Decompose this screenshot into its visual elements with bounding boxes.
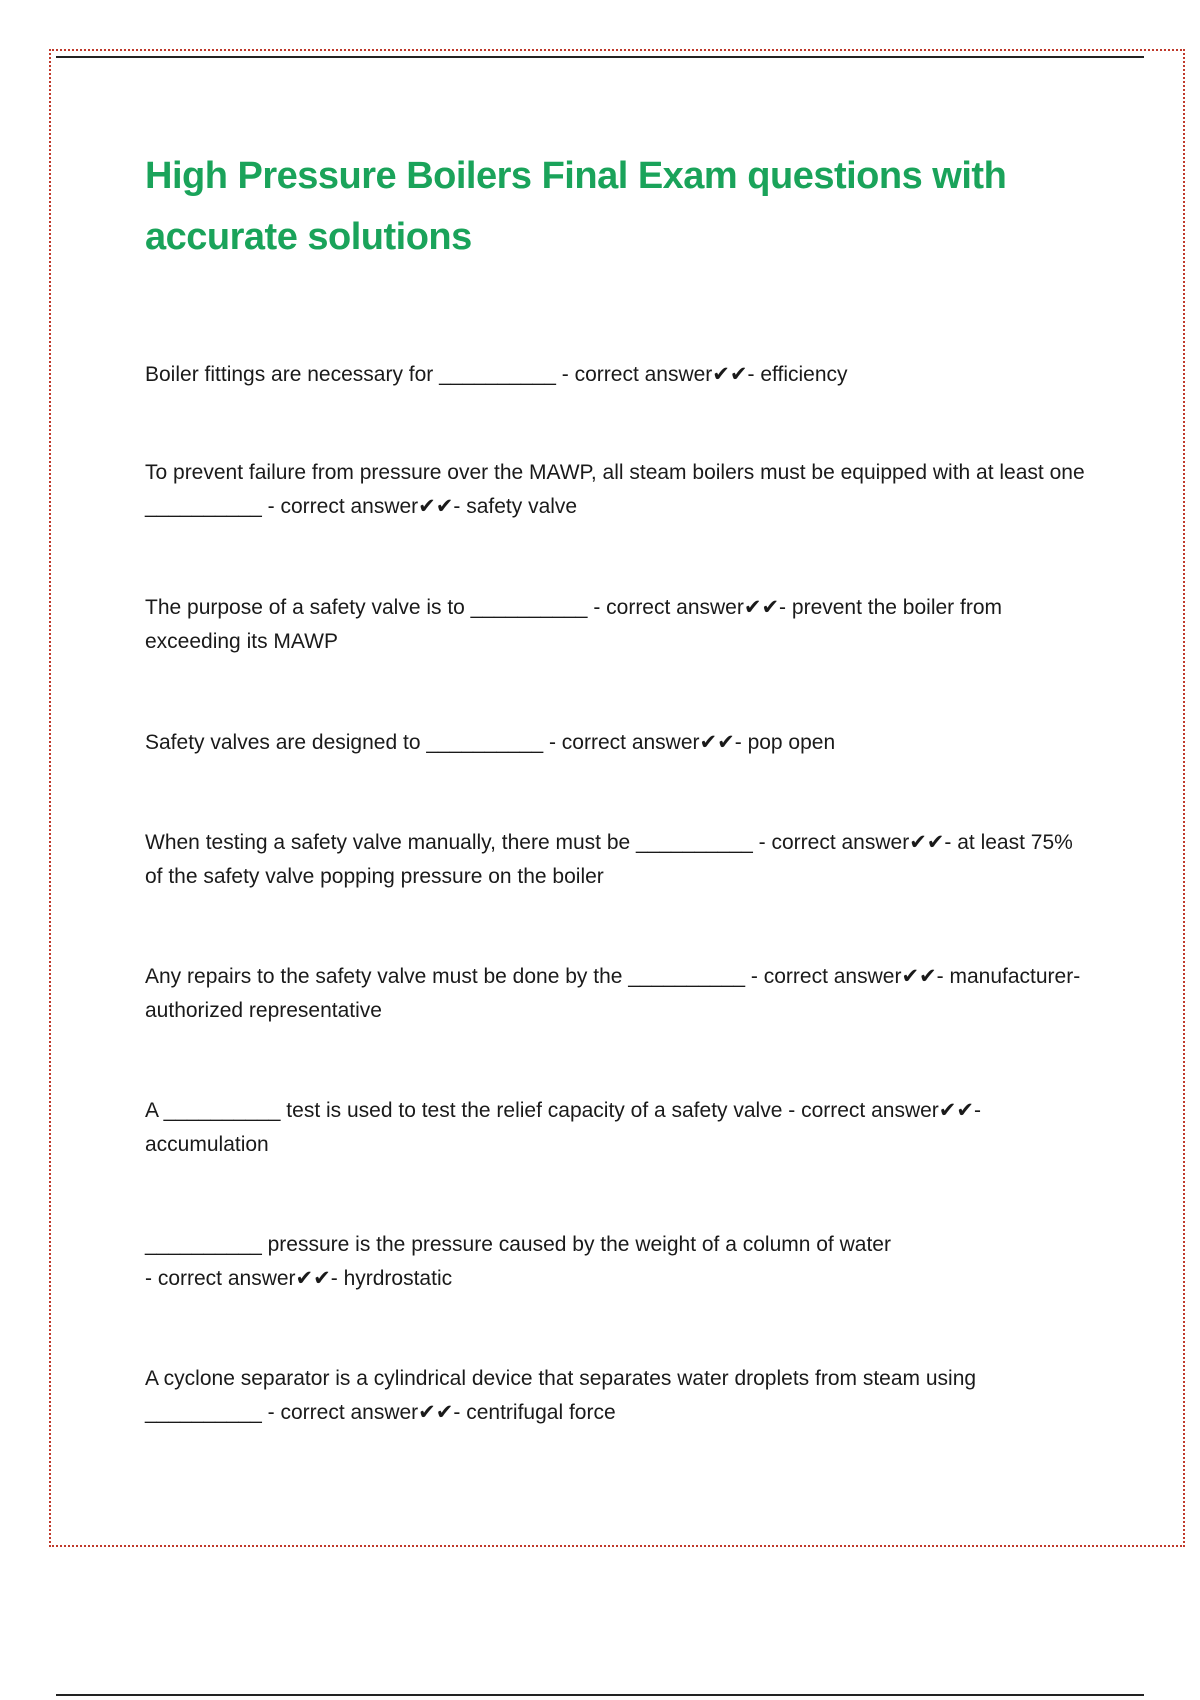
correct-answer-label: - correct answer✔✔- <box>593 596 787 619</box>
header-rule <box>56 56 1144 58</box>
question-prompt: When testing a safety valve manually, there must be __________ <box>145 831 753 854</box>
correct-answer-label: - correct answer✔✔- <box>267 1401 461 1424</box>
answer-text: efficiency <box>760 363 848 386</box>
correct-answer-label: - correct answer✔✔- <box>267 495 461 518</box>
question-item <box>145 1228 1085 1296</box>
question-item <box>145 591 1085 659</box>
answer-text: centrifugal force <box>466 1401 616 1424</box>
question-item <box>145 358 1085 392</box>
correct-answer-label: - correct answer✔✔- <box>788 1099 981 1122</box>
question-item <box>145 826 1085 894</box>
question-prompt: __________ pressure is the pressure caused by the weight of a column of water <box>145 1233 891 1256</box>
correct-answer-label: - correct answer✔✔- <box>758 831 952 854</box>
answer-text: safety valve <box>466 495 578 518</box>
footer-rule <box>56 1694 1144 1696</box>
correct-answer-label: - correct answer✔✔- <box>561 363 755 386</box>
page-border <box>49 49 1185 1547</box>
question-item <box>145 1362 1085 1430</box>
answer-text: accumulation <box>145 1133 269 1156</box>
question-item <box>145 960 1085 1028</box>
question-prompt: A cyclone separator is a cylindrical device that separates water droplets from steam using __________ <box>145 1367 977 1424</box>
correct-answer-label: - correct answer✔✔- <box>750 965 944 988</box>
correct-answer-label: - correct answer✔✔- <box>548 731 742 754</box>
document-title: High Pressure Boilers Final Exam questions with accurate solutions <box>145 155 1007 258</box>
question-item <box>145 726 1085 760</box>
correct-answer-label: - correct answer✔✔- <box>145 1267 338 1290</box>
answer-text: manufacturer-authorized representative <box>145 965 1081 1022</box>
question-prompt: A __________ test is used to test the relief capacity of a safety valve <box>145 1099 783 1122</box>
question-item <box>145 456 1085 524</box>
answer-text: pop open <box>747 731 836 754</box>
answer-text: hyrdrostatic <box>343 1267 453 1290</box>
answer-text: at least 75% of the safety valve popping pressure on the boiler <box>145 831 1073 888</box>
question-prompt: Boiler fittings are necessary for __________ <box>145 363 556 386</box>
question-prompt: The purpose of a safety valve is to __________ <box>145 596 588 619</box>
question-prompt: Any repairs to the safety valve must be done by the __________ <box>145 965 746 988</box>
question-prompt: Safety valves are designed to __________ <box>145 731 544 754</box>
answer-text: prevent the boiler from exceeding its MAWP <box>145 596 1002 653</box>
question-item <box>145 1094 1085 1162</box>
question-prompt: To prevent failure from pressure over the MAWP, all steam boilers must be equipped with at least one __________ <box>145 461 1085 518</box>
